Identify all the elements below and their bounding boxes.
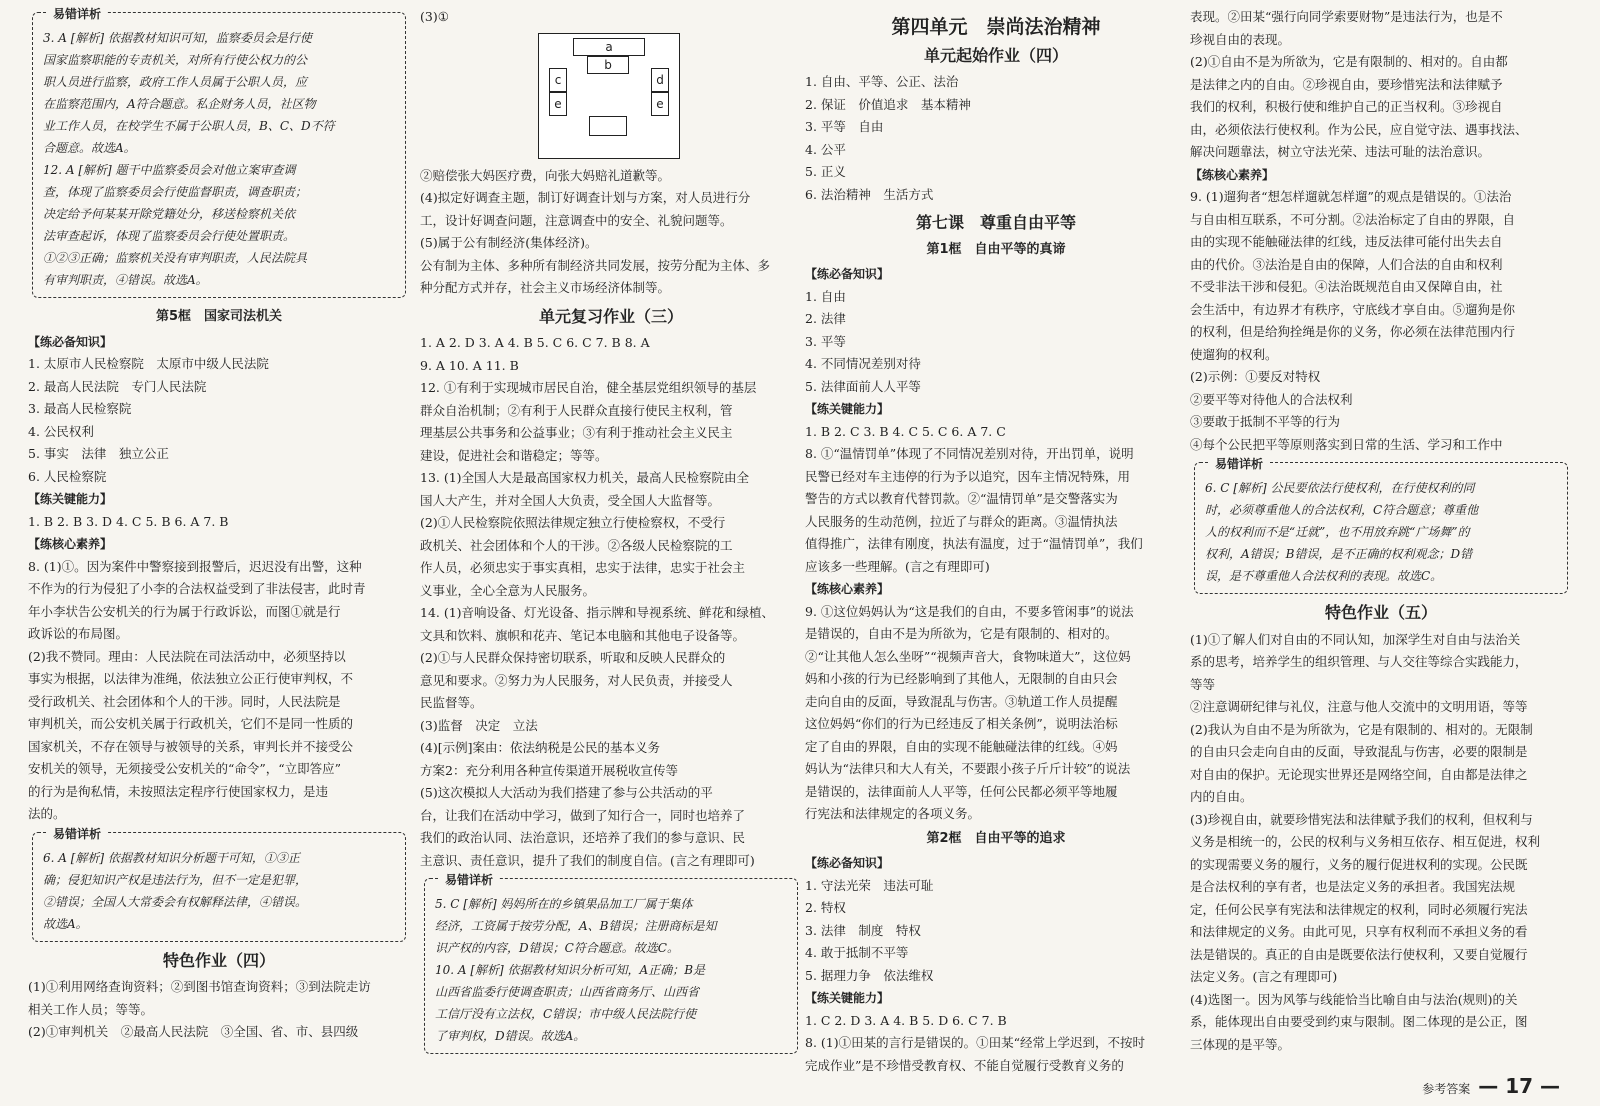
tag-ability: 【练关键能力】 [28,492,113,506]
text-line: 3. 最高人民检察院 [28,401,132,416]
text-line: (1)①利用网络查询资料；②到图书馆查询资料；③到法院走访 [28,979,371,994]
special-title: 特色作业（四） [162,950,275,970]
text-line: (2)①审判机关 ②最高人民法院 ③全国、省、市、县四级 [28,1024,359,1039]
text-line: (3)监督 决定 立法 [420,717,538,733]
text-line: 审判机关，而公安机关属于行政机关，它们不是同一性质的 [28,716,354,731]
core-list [805,601,1187,826]
text-line: 完成作业”是不珍惜受教育权、不能自觉履行受教育义务的 [805,1057,1124,1073]
text-line: 的权利，但是给狗拴绳是你的义务，你必须在法律范围内行 [1190,324,1516,339]
text-line: 时，必须尊重他人的合法权利，C符合题意；尊重他 [1205,503,1479,517]
text-line: 表现。②田某“强行向同学索要财物”是违法行为，也是不 [1190,9,1503,24]
after-diagram-list [420,165,802,300]
text-line: 4. 敢于抵制不平等 [805,945,909,960]
text-line: 建设，促进社会和谐稳定；等等。 [420,447,608,463]
text-line: 警告的方式以教育代替罚款。②“温情罚单”是交警落实为 [805,491,1118,506]
box-title: 易错详析 [1209,453,1269,475]
text-line: 9. (1)遛狗者“想怎样遛就怎样遛”的观点是错误的。①法治 [1190,189,1512,204]
text-line: ②“让其他人怎么坐呀”“视频声音大，食物味道大”，这位妈 [805,648,1131,664]
text-line: 由的实现不能触碰法律的红线，违反法律可能付出失去自 [1190,234,1503,249]
text-line: 9. A 10. A 11. B [420,357,519,373]
text-line: 业工作人员，在校学生不属于公职人员，B、C、D不符 [43,119,335,133]
text-line: 6. A [解析] 依据教材知识分析题干可知，①③正 [43,850,300,865]
text-line: 10. A [解析] 依据教材知识分析可知，A正确；B是 [435,963,706,977]
error-analysis-box-4 [1194,457,1568,594]
text-line: 这位妈妈“你们的行为已经违反了相关条例”，说明法治标 [805,716,1118,731]
text-line: 国人大产生，并对全国人大负责，受全国人大监督等。 [420,492,721,508]
text-line: 的行为是徇私情，未按照法定程序行使国家权力，是违 [28,783,329,799]
ability-answers: 1. B 2. B 3. D 4. C 5. B 6. A 7. B [28,513,229,529]
tag-knowledge: 【练必备知识】 [805,267,890,281]
box-title: 易错详析 [439,869,499,891]
frame-2-title: 第2框 自由平等的追求 [926,830,1066,846]
text-line: 1. A 2. D 3. A 4. B 5. C 6. C 7. B 8. A [420,335,650,350]
text-line: 合题意。故选A。 [43,141,136,155]
text-line: 相关工作人员；等等。 [28,1001,154,1017]
text-line: (2)①人民检察院依照法律规定独立行使检察权，不受行 [420,515,726,530]
text-line: 妈认为“法律只和大人有关，不要跟小孩子斤斤计较”的说法 [805,761,1131,776]
frame-1-title: 第1框 自由平等的真谛 [926,241,1066,257]
text-line: 我们的权利，积极行使和维护自己的正当权利。③珍视自 [1190,99,1503,114]
text-line: 年小李状告公安机关的行为属于行政诉讼，而图①就是行 [28,603,341,619]
text-line: (2)我不赞同。理由：人民法院在司法活动中，必须坚持以 [28,648,346,664]
text-line: 5. 据理力争 依法维权 [805,967,934,983]
text-line: 人的权利而不是“迁就”，也不用放弃跳“广场舞”的 [1205,525,1470,539]
text-line: 种分配方式并存，社会主义市场经济体制等。 [420,280,671,295]
ability-more-list [805,1032,1187,1077]
text-line: 理基层公共事务和公益事业；③有利于推动社会主义民主 [420,425,733,440]
text-line: 6. 人民检察院 [28,468,107,484]
ability-answers: 1. C 2. D 3. A 4. B 5. D 6. C 7. B [805,1012,1007,1028]
tag-core: 【练核心素养】 [28,537,113,551]
text-line: 5. 正义 [805,164,846,179]
text-line: 的实现需要义务的履行，义务的履行促进权利的实现。公民既 [1190,856,1528,872]
text-line: (4)[示例]案由：依法纳税是公民的基本义务 [420,740,660,755]
text-line: 应该多一些理解。(言之有理即可) [805,558,990,574]
text-line: (5)这次模拟人大活动为我们搭建了参与公共活动的平 [420,785,713,800]
text-line: ③要敢于抵制不平等的行为 [1190,414,1341,429]
text-line: 义事业，全心全意为人民服务。 [420,582,596,598]
text-line: 与自由相互联系，不可分割。②法治标定了自由的界限，自 [1190,211,1516,227]
text-line: 1. 自由 [805,288,846,304]
text-line: 有审判职责，④错误。故选A。 [43,273,208,287]
text-line: 民警已经对车主违停的行为予以追究，因车主情况特殊，用 [805,468,1131,484]
footer-label: 参考答案 [1422,1082,1471,1096]
review-list [420,332,802,872]
text-line: 14. (1)音响设备、灯光设备、指示牌和导视系统、鲜花和绿植、 [420,605,775,620]
text-line: 政机关、社会团体和个人的干涉。②各级人民检察院的工 [420,537,733,553]
diagram-cell-blank [589,116,627,136]
text-line: 作人员，必须忠实于事实真相，忠实于法律，忠实于社会主 [420,560,746,575]
text-line: 方案2：充分利用各种宣传渠道开展税收宣传等 [420,762,678,778]
special-title: 特色作业（五） [1324,603,1437,622]
text-line: 在监察范围内，A符合题意。私企财务人员，社区物 [43,97,316,111]
text-line: 查，体现了监察委员会行使监督职责，调查职责； [43,185,308,199]
text-line: 人民服务的生动范例，拉近了与群众的距离。③温情执法 [805,513,1118,529]
page-footer [1422,1074,1560,1098]
box-lines [43,847,395,935]
column-3 [805,6,1187,1077]
text-line: 走向自由的反面，导致混乱与伤害。③轨道工作人员提醒 [805,693,1118,709]
text-line: 政诉讼的布局图。 [28,626,129,641]
text-line: 系的思考，培养学生的组织管理、与人交往等综合实践能力， [1190,654,1528,669]
error-analysis-box-1 [32,7,406,298]
special-list [1190,629,1572,1057]
tag-ability: 【练关键能力】 [805,402,890,416]
text-line: (4)选图一。因为风筝与线能恰当比喻自由与法治(规则)的关 [1190,991,1518,1007]
ability-answers: 1. B 2. C 3. B 4. C 5. C 6. A 7. C [805,423,1006,439]
text-line: 权利，A错误；B错误，是不正确的权利观念；D错 [1205,547,1473,561]
text-line: (2)①自由不是为所欲为，它是有限制的、相对的。自由都 [1190,54,1508,69]
tag-core: 【练核心素养】 [1190,167,1275,182]
tag-knowledge: 【练必备知识】 [28,334,113,349]
text-line: (5)属于公有制经济(集体经济)。 [420,235,598,250]
text-line: 故选A。 [43,916,88,931]
text-line: (4)拟定好调查主题，制订好调查计划与方案，对人员进行分 [420,190,751,205]
text-line: 1. 守法光荣 违法可耻 [805,877,934,893]
text-line: 职人员进行监察，政府工作人员属于公职人员，应 [43,75,308,89]
question-label: (3)① [420,9,449,24]
review-title: 单元复习作业（三） [538,306,683,326]
text-line: 法审查起诉，体现了监察委员会行使处置职责。 [43,229,296,243]
text-line: 国家机关，不存在领导与被领导的关系，审判长并不接受公 [28,738,354,754]
text-line: 公有制为主体、多种所有制经济共同发展，按劳分配为主体、多 [420,257,771,273]
text-line: 不受非法干涉和侵犯。④法治既规范自由又保障自由，社 [1190,279,1503,294]
text-line: 5. C [解析] 妈妈所在的乡镇果品加工厂属于集体 [435,897,693,911]
text-line: 9. ①这位妈妈认为“这是我们的自由，不要多管闲事”的说法 [805,603,1134,619]
text-line: 是错误的，自由不是为所欲为，它是有限制的、相对的。 [805,626,1118,641]
text-line: ④每个公民把平等原则落实到日常的生活、学习和工作中 [1190,436,1503,452]
box-lines [1205,477,1557,587]
text-line: 2. 特权 [805,900,846,915]
column-2 [420,6,802,1062]
text-line: 法定义务。(言之有理即可) [1190,969,1338,984]
text-line: (2)①与人民群众保持密切联系，听取和反映人民群众的 [420,650,726,665]
text-line: 工，设计好调查问题，注意调查中的安全、礼貌问题等。 [420,212,733,228]
unit-title: 第四单元 崇尚法治精神 [891,16,1101,38]
text-line: 6. 法治精神 生活方式 [805,186,934,202]
special-list [28,976,410,1044]
text-line: 3. 法律 制度 特权 [805,922,921,938]
start-list [805,71,1187,206]
text-line: 5. 法律面前人人平等 [805,378,921,394]
court-layout-diagram [538,33,680,159]
column-1 [28,6,410,1044]
text-line: 意见和要求。②努力为人民服务，对人民负责，并接受人 [420,672,733,688]
text-line: 了审判权，D错误。故选A。 [435,1029,586,1043]
text-line: 是错误的，法律面前人人平等，任何公民都必须平等地履 [805,783,1118,799]
tag-knowledge: 【练必备知识】 [805,856,890,870]
text-line: 8. (1)①田某的言行是错误的。①田某“经常上学迟到，不按时 [805,1035,1145,1050]
text-line: 定，任何公民享有宪法和法律规定的权利，同时必须履行宪法 [1190,901,1528,917]
text-line: 1. 太原市人民检察院 太原市中级人民法院 [28,356,269,371]
text-line: 经济，工资属于按劳分配，A、B错误；注册商标是知 [435,919,717,933]
ability-more-list [805,443,1187,578]
text-line: 3. 平等 自由 [805,119,884,134]
text-line: 值得推广，法律有刚度，执法有温度，过于“温情罚单”，我们 [805,536,1143,551]
text-line: (2)我认为自由不是为所欲为，它是有限制的、相对的。无限制 [1190,721,1533,737]
page-number: — 17 — [1478,1074,1560,1098]
text-line: 12. ①有利于实现城市居民自治，健全基层党组织领导的基层 [420,380,757,395]
knowledge-list [805,286,1187,399]
text-line: 3. 平等 [805,333,846,349]
text-line: 对自由的保护。无论现实世界还是网络空间，自由都是法律之 [1190,766,1528,782]
text-line: 主意识、责任意识，提升了我们的制度自信。(言之有理即可) [420,852,755,868]
text-line: 群众自治机制；②有利于人民群众直接行使民主权利，管 [420,402,733,418]
text-line: 由，必须依法行使权利。作为公民，应自觉守法、遇事找法、 [1190,121,1528,137]
text-line: 台，让我们在活动中学习，做到了知行合一，同时也培养了 [420,807,746,823]
text-line: 1. 自由、平等、公正、法治 [805,74,959,89]
text-line: 事实为根据，以法律为准绳，依法独立公正行使审判权，不 [28,671,354,686]
top-list [1190,6,1572,164]
text-line: 13. (1)全国人大是最高国家权力机关，最高人民检察院由全 [420,470,750,485]
column-4 [1190,6,1572,1056]
core-list [1190,186,1572,456]
text-line: 妈和小孩的行为已经影响到了其他人，无限制的自由只会 [805,671,1118,686]
text-line: 行宪法和法律规定的各项义务。 [805,806,981,821]
text-line: 工信厅没有立法权，C错误；市中级人民法院行使 [435,1007,697,1021]
text-line: 我们的政治认同、法治意识，还培养了我们的参与意识、民 [420,830,746,845]
text-line: 法的。 [28,806,66,821]
diagram-cell-e-left: e [549,92,567,116]
text-line: ①②③正确；监察机关没有审判职责，人民法院具 [43,251,308,265]
text-line: 系，能体现出自由要受到约束与限制。图二体现的是公正，图 [1190,1014,1528,1029]
text-line: 文具和饮料、旗帜和花卉、笔记本电脑和其他电子设备等。 [420,627,746,643]
text-line: ②错误；全国人大常委会有权解释法律，④错误。 [43,894,308,909]
box-lines [43,27,395,291]
text-line: 5. 事实 法律 独立公正 [28,446,169,461]
text-line: 4. 公民权利 [28,423,94,439]
text-line: (1)①了解人们对自由的不同认知，加深学生对自由与法治关 [1190,631,1521,647]
section-title: 第5框 国家司法机关 [155,309,283,324]
text-line: 决定给予何某某开除党籍处分，移送检察机关依 [43,207,296,221]
text-line: 识产权的内容，D错误；C符合题意。故选C。 [435,941,679,955]
diagram-cell-a: a [573,38,645,56]
text-line: (2)示例：①要反对特权 [1190,369,1321,384]
text-line: 2. 保证 价值追求 基本精神 [805,96,971,112]
text-line: ②注意调研纪律与礼仪，注意与他人交流中的文明用语，等等 [1190,699,1528,714]
lesson-title: 第七课 尊重自由平等 [915,213,1076,232]
text-line: 解决问题靠法，树立守法光荣、违法可耻的法治意识。 [1190,144,1491,159]
text-line: ②要平等对待他人的合法权利 [1190,391,1353,407]
text-line: ②赔偿张大妈医疗费，向张大妈赔礼道歉等。 [420,167,671,183]
text-line: 的自由只会走向自由的反面，导致混乱与伤害，必要的限制是 [1190,744,1528,759]
text-line: 8. (1)①。因为案件中警察接到报警后，迟迟没有出警，这种 [28,558,362,574]
text-line: 6. C [解析] 公民要依法行使权利，在行使权利的同 [1205,481,1475,495]
text-line: 山西省监委行使调查职责；山西省商务厅、山西省 [435,985,700,999]
start-title: 单元起始作业（四） [923,45,1068,65]
text-line: 是合法权利的享有者，也是法定义务的承担者。我国宪法规 [1190,879,1516,894]
text-line: 受行政机关、社会团体和个人的干涉。同时，人民法院是 [28,693,341,709]
text-line: 4. 不同情况差别对待 [805,356,921,371]
knowledge-list [28,353,410,488]
text-line: 误，是不尊重他人合法权利的表现。故选C。 [1205,569,1443,583]
text-line: (3)珍视自由，就要珍惜宪法和法律赋予我们的权利，但权利与 [1190,811,1533,827]
text-line: 民监督等。 [420,695,483,710]
error-analysis-box-3 [424,873,798,1054]
text-line: 定了自由的界限，自由的实现不能触碰法律的红线。④妈 [805,738,1118,754]
text-line: 内的自由。 [1190,789,1253,804]
text-line: 8. ①“温情罚单”体现了不同情况差别对待，开出罚单，说明 [805,446,1134,461]
text-line: 12. A [解析] 题干中监察委员会对他立案审查调 [43,163,296,177]
text-line: 不作为的行为侵犯了小李的合法权益受到了非法侵害，此时青 [28,581,366,596]
text-line: 由的代价。③法治是自由的保障，人们合法的自由和权利 [1190,256,1503,272]
diagram-cell-b: b [587,56,629,74]
text-line: 2. 法律 [805,311,846,326]
diagram-cell-e-right: e [651,92,669,116]
text-line: 三体现的是平等。 [1190,1036,1291,1052]
error-analysis-box-2 [32,826,406,942]
text-line: 4. 公平 [805,141,846,157]
text-line: 等等 [1190,676,1216,692]
tag-core: 【练核心素养】 [805,582,890,596]
box-lines [435,893,787,1047]
diagram-cell-d: d [651,68,669,92]
text-line: 是法律之内的自由。②珍视自由，要珍惜宪法和法律赋予 [1190,76,1503,92]
text-line: 珍视自由的表现。 [1190,31,1291,47]
text-line: 和法律规定的义务。由此可见，只享有权利而不承担义务的看 [1190,924,1528,939]
text-line: 法是错误的。真正的自由是既要依法行使权利，又要自觉履行 [1190,946,1528,962]
box-title: 易错详析 [47,823,107,845]
box-title: 易错详析 [47,3,107,25]
core-list [28,556,410,826]
text-line: 3. A [解析] 依据教材知识可知，监察委员会是行使 [43,31,312,45]
text-line: 国家监察职能的专责机关，对所有行使公权力的公 [43,53,308,67]
knowledge-list [805,875,1187,988]
text-line: 义务是相统一的，公民的权利与义务相互依存、相互促进，权利 [1190,834,1541,849]
text-line: 确；侵犯知识产权是违法行为，但不一定是犯罪， [43,872,308,887]
tag-ability: 【练关键能力】 [805,991,890,1005]
text-line: 使遛狗的权利。 [1190,346,1278,362]
text-line: 2. 最高人民法院 专门人民法院 [28,378,207,394]
text-line: 安机关的领导，无须接受公安机关的“命令”，“立即答应” [28,761,342,776]
diagram-cell-c: c [549,68,567,92]
text-line: 会生活中，有边界才有秩序，守底线才享自由。⑤遛狗是你 [1190,301,1516,317]
